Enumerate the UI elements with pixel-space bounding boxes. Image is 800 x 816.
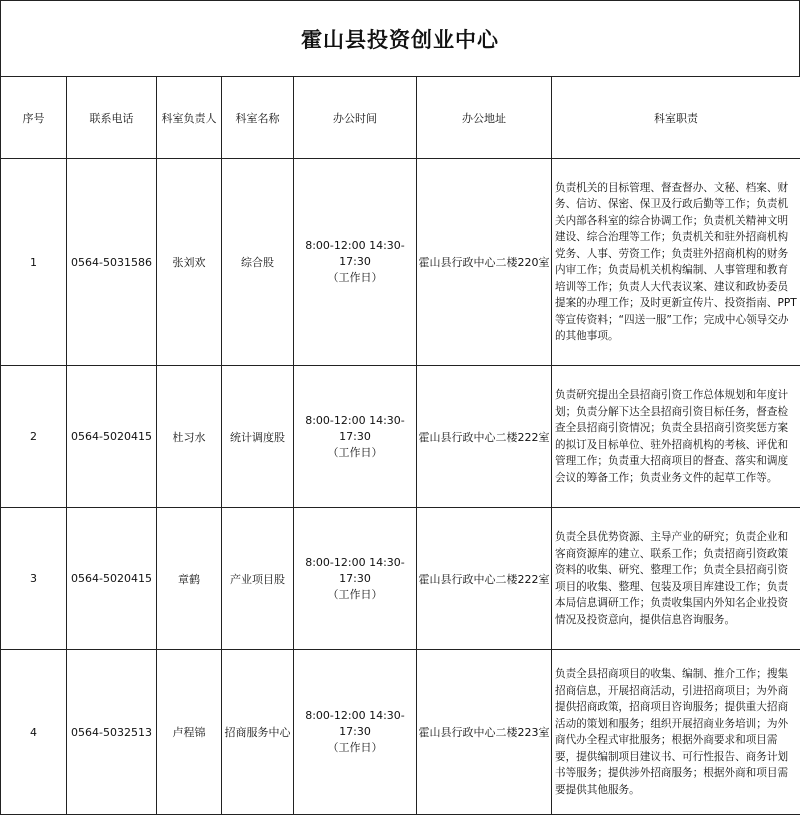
time-note: （工作日） [327,445,383,459]
page-title: 霍山县投资创业中心 [0,0,800,76]
cell-phone: 0564-5031586 [67,159,157,366]
cell-time [294,508,417,650]
cell-phone: 0564-5020415 [67,508,157,650]
cell-no: 1 [1,159,67,366]
time-note: （工作日） [327,271,383,284]
cell-address: 霍山县行政中心二楼222室 [417,366,552,508]
cell-head: 卢程锦 [157,650,222,815]
cell-dept: 产业项目股 [222,508,294,650]
department-table [0,76,800,815]
header-duty: 科室职责 [552,77,800,159]
time-hours: 8:00-12:00 14:30-17:30 [305,239,405,268]
time-hours: 8:00-12:00 14:30-17:30 [305,555,405,585]
header-no: 序号 [1,77,67,159]
time-note: （工作日） [327,741,383,754]
table-row [1,366,800,508]
cell-no: 3 [1,508,67,650]
table-row [1,159,800,366]
cell-phone: 0564-5032513 [67,650,157,815]
cell-address: 霍山县行政中心二楼220室 [417,159,552,366]
cell-time [294,366,417,508]
cell-head: 张刘欢 [157,159,222,366]
header-row [1,77,800,159]
header-address: 办公地址 [417,77,552,159]
cell-time [294,650,417,815]
cell-address: 霍山县行政中心二楼223室 [417,650,552,815]
cell-time [294,159,417,366]
header-dept: 科室名称 [222,77,294,159]
cell-duty: 负责全县招商项目的收集、编制、推介工作；搜集招商信息，开展招商活动，引进招商项目；为外商提供招商政策，招商项目咨询服务；提供重大招商活动的策划和服务；组织开展招商业务培训；为外商代办全程式审批服务；根据外商要求和项目需要，提供编制项目建议书、可行性报告、商务计划书等服务；提供涉外招商服务；根据外商和项目需要提供其他服务。 [552,650,800,815]
time-note: （工作日） [327,587,383,601]
cell-address: 霍山县行政中心二楼222室 [417,508,552,650]
cell-duty: 负责全县优势资源、主导产业的研究；负责企业和客商资源库的建立、联系工作；负责招商引资政策资料的收集、研究、整理工作；负责全县招商引资项目的收集、整理、包装及项目库建设工作；负责本局信息调研工作；负责收集国内外知名企业投资情况及投资意向，提供信息咨询服务。 [552,508,800,650]
time-hours: 8:00-12:00 14:30-17:30 [305,413,405,443]
table-row [1,508,800,650]
cell-dept: 综合股 [222,159,294,366]
header-time: 办公时间 [294,77,417,159]
time-hours: 8:00-12:00 14:30-17:30 [305,709,405,738]
cell-head: 章鹤 [157,508,222,650]
cell-no: 4 [1,650,67,815]
cell-duty: 负责研究提出全县招商引资工作总体规划和年度计划；负责分解下达全县招商引资目标任务，督查检查全县招商引资情况；负责全县招商引资奖惩方案的拟订及目标单位、驻外招商机构的考核、评优和管理工作；负责重大招商项目的督查、落实和调度会议的筹备工作；负责业务文件的起草工作等。 [552,366,800,508]
table-row [1,650,800,815]
cell-head: 杜习水 [157,366,222,508]
cell-phone: 0564-5020415 [67,366,157,508]
cell-duty: 负责机关的目标管理、督查督办、文秘、档案、财务、信访、保密、保卫及行政后勤等工作；负责机关内部各科室的综合协调工作；负责机关精神文明建设、综合治理等工作；负责机关和驻外招商机构党务、人事、劳资工作；负责驻外招商机构的财务内审工作；负责局机关机构编制、人事管理和教育培训等工作；负责人大代表议案、建议和政协委员提案的办理工作；及时更新宣传片、投资指南、PPT等宣传资料；“四送一服”工作；完成中心领导交办的其他事项。 [552,159,800,366]
cell-no: 2 [1,366,67,508]
header-phone: 联系电话 [67,77,157,159]
header-head: 科室负责人 [157,77,222,159]
cell-dept: 统计调度股 [222,366,294,508]
cell-dept: 招商服务中心 [222,650,294,815]
